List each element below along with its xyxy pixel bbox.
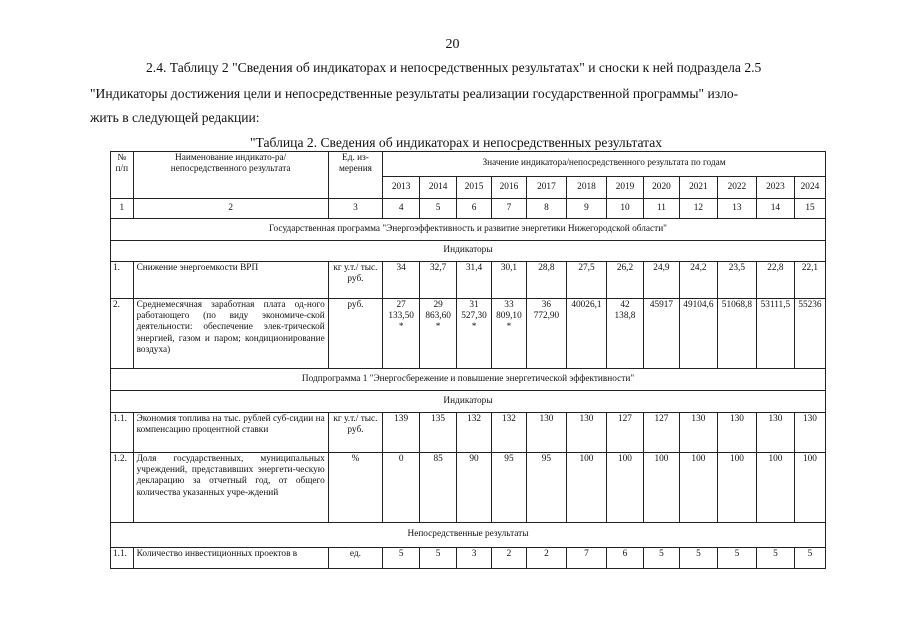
year-header: 2013 [383, 177, 420, 199]
row-value: 132 [492, 413, 527, 453]
row-value: 100 [794, 453, 825, 523]
header-row-1 [111, 152, 826, 177]
row-unit: % [328, 453, 382, 523]
year-header: 2016 [492, 177, 527, 199]
row-value: 24,9 [643, 262, 679, 299]
row-value: 127 [643, 413, 679, 453]
table-row [111, 262, 826, 299]
row-unit: кг у.т./ тыс. руб. [328, 262, 382, 299]
row-value: 130 [717, 413, 756, 453]
section-row-indicators-2 [111, 391, 826, 413]
row-value: 40026,1 [566, 299, 606, 369]
year-header: 2017 [526, 177, 566, 199]
row-value: 30,1 [492, 262, 527, 299]
row-value: 100 [679, 453, 717, 523]
year-header: 2018 [566, 177, 606, 199]
column-number: 2 [133, 199, 328, 219]
column-number: 10 [607, 199, 644, 219]
row-value: 5 [756, 548, 794, 569]
year-header: 2022 [717, 177, 756, 199]
row-value: 6 [607, 548, 644, 569]
column-number: 6 [457, 199, 492, 219]
column-number: 4 [383, 199, 420, 219]
year-header: 2021 [679, 177, 717, 199]
column-number: 13 [717, 199, 756, 219]
row-value: 90 [457, 453, 492, 523]
row-value: 100 [643, 453, 679, 523]
intro-line-1: 2.4. Таблицу 2 "Сведения об индикаторах и непосредственных результатах" и сноски к ней подраздела 2.5 [146, 60, 762, 75]
row-value: 7 [566, 548, 606, 569]
column-number: 14 [756, 199, 794, 219]
row-value: 100 [607, 453, 644, 523]
column-number-row [111, 199, 826, 219]
row-value: 55236 [794, 299, 825, 369]
row-value: 5 [717, 548, 756, 569]
row-value: 32,7 [420, 262, 457, 299]
row-value: 34 [383, 262, 420, 299]
section-row-direct-results [111, 523, 826, 548]
row-value: 100 [566, 453, 606, 523]
row-number: 1.1. [111, 413, 134, 453]
row-value: 53111,5 [756, 299, 794, 369]
header-name: Наименование индикато-ра/непосредственного результата [133, 152, 328, 199]
section-subprogram-title: Подпрограмма 1 "Энергосбережение и повышение энергетической эффективности" [111, 369, 826, 391]
section-program-title: Государственная программа "Энергоэффективность и развитие энергетики Нижегородской области" [111, 219, 826, 241]
year-header: 2020 [643, 177, 679, 199]
row-value: 33 809,10 * [492, 299, 527, 369]
row-value: 132 [457, 413, 492, 453]
indicators-table [110, 151, 826, 569]
row-value: 130 [566, 413, 606, 453]
row-value: 31,4 [457, 262, 492, 299]
row-value: 5 [420, 548, 457, 569]
row-value: 5 [794, 548, 825, 569]
section-row-indicators [111, 241, 826, 262]
row-value: 100 [717, 453, 756, 523]
year-header: 2024 [794, 177, 825, 199]
row-value: 2 [526, 548, 566, 569]
column-number: 9 [566, 199, 606, 219]
row-unit: ед. [328, 548, 382, 569]
row-value: 45917 [643, 299, 679, 369]
row-number: 1.1. [111, 548, 134, 569]
row-value: 135 [420, 413, 457, 453]
row-number: 2. [111, 299, 134, 369]
row-value: 139 [383, 413, 420, 453]
row-value: 127 [607, 413, 644, 453]
row-value: 29 863,60 * [420, 299, 457, 369]
row-value: 130 [794, 413, 825, 453]
row-value: 22,1 [794, 262, 825, 299]
row-value: 130 [756, 413, 794, 453]
row-value: 28,8 [526, 262, 566, 299]
column-number: 15 [794, 199, 825, 219]
row-value: 0 [383, 453, 420, 523]
row-value: 130 [679, 413, 717, 453]
column-number: 1 [111, 199, 134, 219]
section-row-subprogram [111, 369, 826, 391]
table-row [111, 413, 826, 453]
header-values-group: Значение индикатора/непосредственного результата по годам [383, 152, 826, 177]
intro-line-2: "Индикаторы достижения цели и непосредственные результаты реализации государственной программы" изло- [90, 86, 739, 101]
section-direct-results-title: Непосредственные результаты [111, 523, 826, 548]
row-value: 31 527,30 * [457, 299, 492, 369]
section-row-program [111, 219, 826, 241]
row-value: 5 [679, 548, 717, 569]
row-value: 42 138,8 [607, 299, 644, 369]
year-header: 2015 [457, 177, 492, 199]
row-number: 1. [111, 262, 134, 299]
column-number: 3 [328, 199, 382, 219]
row-name: Снижение энергоемкости ВРП [133, 262, 328, 299]
header-num: № п/п [111, 152, 134, 199]
column-number: 12 [679, 199, 717, 219]
column-number: 8 [526, 199, 566, 219]
row-name: Доля государственных, муниципальных учреждений, представивших энергети-ческую декларацию за отчетный год, от общего количества указанных учре-ждений [133, 453, 328, 523]
row-value: 100 [756, 453, 794, 523]
row-name: Экономия топлива на тыс. рублей суб-сидии на компенсацию процентной ставки [133, 413, 328, 453]
table-row [111, 453, 826, 523]
row-value: 27 133,50 * [383, 299, 420, 369]
column-number: 7 [492, 199, 527, 219]
row-value: 49104,6 [679, 299, 717, 369]
intro-line-3: жить в следующей редакции: [90, 110, 260, 125]
row-value: 85 [420, 453, 457, 523]
section-indicators-title: Индикаторы [111, 391, 826, 413]
table-caption: "Таблица 2. Сведения об индикаторах и непосредственных результатах [250, 135, 663, 150]
row-number: 1.2. [111, 453, 134, 523]
row-value: 2 [492, 548, 527, 569]
row-unit: кг у.т./ тыс. руб. [328, 413, 382, 453]
table-row [111, 299, 826, 369]
row-name: Среднемесячная заработная плата од-ного работающего (по виду экономиче-ской деятельности: обеспечение элек-трической энергией, газом и паром; кондиционирование воздуха) [133, 299, 328, 369]
row-unit: руб. [328, 299, 382, 369]
year-header: 2019 [607, 177, 644, 199]
row-value: 95 [526, 453, 566, 523]
row-value: 5 [643, 548, 679, 569]
row-value: 24,2 [679, 262, 717, 299]
column-number: 5 [420, 199, 457, 219]
header-unit: Ед. из-мерения [328, 152, 382, 199]
row-value: 95 [492, 453, 527, 523]
row-value: 26,2 [607, 262, 644, 299]
row-value: 5 [383, 548, 420, 569]
row-value: 27,5 [566, 262, 606, 299]
row-name: Количество инвестиционных проектов в [133, 548, 328, 569]
section-indicators-title: Индикаторы [111, 241, 826, 262]
page-number: 20 [445, 37, 460, 52]
year-header: 2014 [420, 177, 457, 199]
row-value: 3 [457, 548, 492, 569]
column-number: 11 [643, 199, 679, 219]
row-value: 22,8 [756, 262, 794, 299]
row-value: 36 772,90 [526, 299, 566, 369]
year-header: 2023 [756, 177, 794, 199]
table-row [111, 548, 826, 569]
row-value: 51068,8 [717, 299, 756, 369]
row-value: 23,5 [717, 262, 756, 299]
row-value: 130 [526, 413, 566, 453]
